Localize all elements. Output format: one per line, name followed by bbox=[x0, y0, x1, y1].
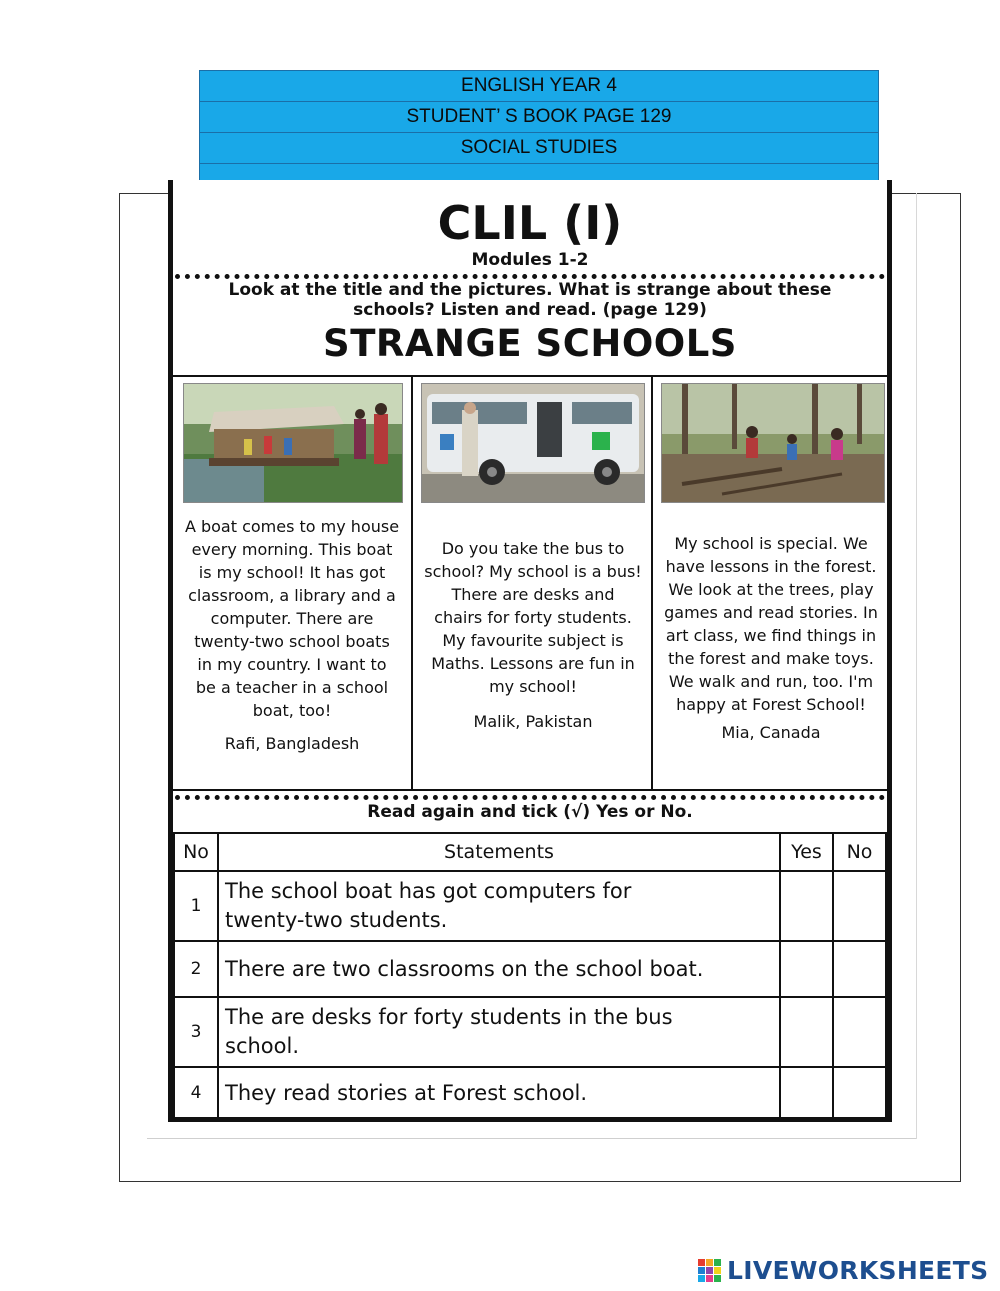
story-column-bus bbox=[411, 377, 653, 789]
col-header-no-answer: No bbox=[833, 833, 886, 871]
story-line: My school is special. We bbox=[674, 534, 868, 553]
mark-square bbox=[706, 1275, 713, 1282]
col-header-yes: Yes bbox=[780, 833, 833, 871]
story-line: Do you take the bus to bbox=[441, 539, 625, 558]
story-line: classroom, a library and a bbox=[188, 586, 396, 605]
story-line: We look at the trees, play bbox=[668, 580, 874, 599]
header-row-topic: SOCIAL STUDIES bbox=[199, 133, 879, 164]
story-line: have lessons in the forest. bbox=[665, 557, 877, 576]
page-edge-bottom bbox=[147, 1138, 917, 1139]
worksheet-page bbox=[168, 180, 892, 1122]
liveworksheets-logo[interactable] bbox=[698, 1256, 988, 1285]
story-line: My favourite subject is bbox=[442, 631, 624, 650]
mark-square bbox=[714, 1267, 721, 1274]
stories-grid bbox=[173, 375, 887, 791]
story-line: We walk and run, too. I'm bbox=[668, 672, 874, 691]
statement-text bbox=[218, 941, 780, 997]
story-line: twenty-two school boats bbox=[194, 632, 390, 651]
story-line: Maths. Lessons are fun in bbox=[431, 654, 635, 673]
no-answer-cell[interactable] bbox=[833, 1067, 886, 1119]
page-edge-right bbox=[916, 193, 917, 1139]
no-answer-cell[interactable] bbox=[833, 997, 886, 1067]
statement-line: twenty-two students. bbox=[225, 908, 448, 932]
mark-square bbox=[706, 1267, 713, 1274]
header-table bbox=[199, 70, 879, 195]
story-line: is my school! It has got bbox=[198, 563, 386, 582]
story-line: chairs for forty students. bbox=[434, 608, 632, 627]
story-line: computer. There are bbox=[210, 609, 374, 628]
table-row bbox=[174, 997, 886, 1067]
table-row bbox=[174, 941, 886, 997]
story-line: A boat comes to my house bbox=[184, 517, 400, 536]
yes-answer-cell[interactable] bbox=[780, 941, 833, 997]
mark-square bbox=[698, 1267, 705, 1274]
reading-instruction bbox=[203, 280, 857, 320]
col-header-statements: Statements bbox=[218, 833, 780, 871]
story-line: school? My school is a bus! bbox=[424, 562, 642, 581]
tick-instruction: Read again and tick (√) Yes or No. bbox=[367, 802, 693, 822]
story-line: There are desks and bbox=[451, 585, 615, 604]
statement-text bbox=[218, 1067, 780, 1119]
story-line: art class, we find things in bbox=[665, 626, 877, 645]
story-column-boat bbox=[173, 377, 411, 789]
statement-text bbox=[218, 997, 780, 1067]
no-answer-cell[interactable] bbox=[833, 871, 886, 941]
story-column-forest bbox=[651, 377, 889, 789]
story-line: in my country. I want to bbox=[197, 655, 387, 674]
bus-school-photo bbox=[421, 383, 645, 503]
table-row bbox=[174, 1067, 886, 1119]
statements-table bbox=[173, 832, 887, 1120]
story-author: Malik, Pakistan bbox=[473, 712, 593, 731]
header-row-page: STUDENT’ S BOOK PAGE 129 bbox=[199, 102, 879, 133]
liveworksheets-brand: LIVEWORKSHEETS bbox=[727, 1256, 989, 1285]
statement-line: The are desks for forty students in the bus bbox=[225, 1005, 673, 1029]
boat-school-photo bbox=[183, 383, 403, 503]
story-line: happy at Forest School! bbox=[676, 695, 866, 714]
story-line: be a teacher in a school bbox=[195, 678, 389, 697]
worksheet-title: CLIL (I) bbox=[437, 196, 623, 250]
yes-answer-cell[interactable] bbox=[780, 871, 833, 941]
col-header-no: No bbox=[174, 833, 218, 871]
instruction-line: schools? Listen and read. (page 129) bbox=[353, 300, 707, 320]
modules-label: Modules 1-2 bbox=[471, 250, 589, 270]
mark-square bbox=[706, 1259, 713, 1266]
row-number: 2 bbox=[174, 941, 218, 997]
row-number: 1 bbox=[174, 871, 218, 941]
no-answer-cell[interactable] bbox=[833, 941, 886, 997]
yes-answer-cell[interactable] bbox=[780, 997, 833, 1067]
dotted-divider bbox=[175, 795, 885, 800]
instruction-line: Look at the title and the pictures. What is strange about these bbox=[228, 280, 832, 300]
story-line: my school! bbox=[489, 677, 577, 696]
story-line: boat, too! bbox=[252, 701, 332, 720]
table-row bbox=[174, 871, 886, 941]
header-row-subject: ENGLISH YEAR 4 bbox=[199, 70, 879, 102]
row-number: 4 bbox=[174, 1067, 218, 1119]
statement-line: They read stories at Forest school. bbox=[225, 1080, 588, 1105]
statement-line: The school boat has got computers for bbox=[225, 879, 632, 903]
statement-text bbox=[218, 871, 780, 941]
story-line: every morning. This boat bbox=[191, 540, 393, 559]
forest-school-photo bbox=[661, 383, 885, 503]
story-text bbox=[177, 515, 407, 722]
statement-line: school. bbox=[225, 1034, 300, 1058]
mark-square bbox=[714, 1259, 721, 1266]
row-number: 3 bbox=[174, 997, 218, 1067]
table-header-row bbox=[174, 833, 886, 871]
strange-schools-title: STRANGE SCHOOLS bbox=[323, 322, 737, 365]
story-text bbox=[417, 537, 649, 698]
story-line: games and read stories. In bbox=[664, 603, 878, 622]
mark-square bbox=[698, 1259, 705, 1266]
yes-answer-cell[interactable] bbox=[780, 1067, 833, 1119]
story-author: Mia, Canada bbox=[721, 723, 821, 742]
story-author: Rafi, Bangladesh bbox=[224, 734, 360, 753]
dotted-divider bbox=[175, 274, 885, 279]
mark-square bbox=[714, 1275, 721, 1282]
story-text bbox=[657, 532, 885, 716]
statement-line: There are two classrooms on the school boat. bbox=[225, 956, 704, 981]
liveworksheets-mark-icon bbox=[698, 1259, 721, 1282]
mark-square bbox=[698, 1275, 705, 1282]
story-line: the forest and make toys. bbox=[668, 649, 874, 668]
